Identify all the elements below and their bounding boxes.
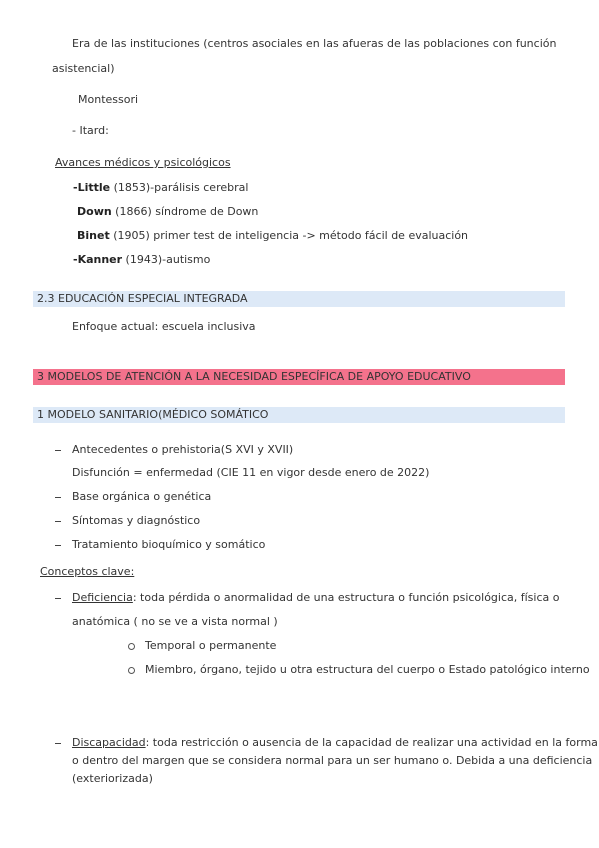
- conceptos-heading: Conceptos clave:: [40, 565, 135, 578]
- deficiencia-def: : toda pérdida o anormalidad de una estructura o función psicológica, física o: [132, 591, 560, 604]
- avance-text: (1853)-parálisis cerebral: [110, 181, 249, 194]
- modelo-bullet: Síntomas y diagnóstico: [72, 514, 201, 527]
- avance-item-down: [77, 205, 258, 219]
- discapacidad-line-1: [72, 736, 598, 750]
- item-montessori: Montessori: [78, 93, 139, 106]
- avances-heading: Avances médicos y psicológicos: [55, 156, 231, 169]
- section-23-band: [33, 291, 565, 307]
- deficiencia-term: Deficiencia: [72, 591, 133, 604]
- discapacidad-term: Discapacidad: [72, 736, 146, 749]
- section-23-title: 2.3 EDUCACIÓN ESPECIAL INTEGRADA: [37, 292, 248, 305]
- avance-text: (1866) síndrome de Down: [111, 205, 259, 218]
- avance-item-little: [73, 181, 248, 195]
- modelo-bullet: Antecedentes o prehistoria(S XVI y XVII): [72, 443, 294, 456]
- bullet-dash: [55, 743, 61, 744]
- avance-item-kanner: [73, 253, 210, 267]
- avance-name: -Kanner: [73, 253, 123, 266]
- bullet-dash: [55, 521, 61, 522]
- deficiencia-sub-item: Temporal o permanente: [145, 639, 277, 652]
- avance-name: Binet: [77, 229, 110, 242]
- section-23-text: Enfoque actual: escuela inclusiva: [72, 320, 256, 333]
- modelo-bullet-cont: Disfunción = enfermedad (CIE 11 en vigor desde enero de 2022): [72, 466, 430, 479]
- discapacidad-line-2: o dentro del margen que se considera normal para un ser humano o. Debida a una deficiencia: [72, 754, 593, 767]
- modelo-bullet: Tratamiento bioquímico y somático: [72, 538, 266, 551]
- section-3-title: 3 MODELOS DE ATENCIÓN A LA NECESIDAD ESPECÍFICA DE APOYO EDUCATIVO: [37, 370, 471, 383]
- deficiencia-line-1: [72, 591, 560, 605]
- deficiencia-line-2: anatómica ( no se ve a vista normal ): [72, 615, 278, 628]
- bullet-dash: [55, 450, 61, 451]
- avance-text: (1905) primer test de inteligencia -> método fácil de evaluación: [109, 229, 469, 242]
- section-3-band: [33, 369, 565, 385]
- bullet-dash: [55, 545, 61, 546]
- modelo-1-band: [33, 407, 565, 423]
- intro-line-2: asistencial): [52, 62, 115, 75]
- modelo-bullet: Base orgánica o genética: [72, 490, 212, 503]
- discapacidad-def: : toda restricción o ausencia de la capacidad de realizar una actividad en la forma: [145, 736, 598, 749]
- bullet-dash: [55, 497, 61, 498]
- sub-bullet-circle: [128, 667, 135, 674]
- bullet-dash: [55, 598, 61, 599]
- deficiencia-sub-item: Miembro, órgano, tejido u otra estructura del cuerpo o Estado patológico interno: [145, 663, 590, 676]
- avance-name: Down: [77, 205, 112, 218]
- avance-item-binet: [77, 229, 468, 243]
- modelo-1-title: 1 MODELO SANITARIO(MÉDICO SOMÁTICO: [37, 408, 269, 421]
- item-itard: - Itard:: [72, 124, 109, 137]
- sub-bullet-circle: [128, 643, 135, 650]
- avance-name: -Little: [73, 181, 111, 194]
- intro-line-1: Era de las instituciones (centros asociales en las afueras de las poblaciones con función: [72, 37, 557, 50]
- avance-text: (1943)-autismo: [122, 253, 211, 266]
- discapacidad-line-3: (exteriorizada): [72, 772, 153, 785]
